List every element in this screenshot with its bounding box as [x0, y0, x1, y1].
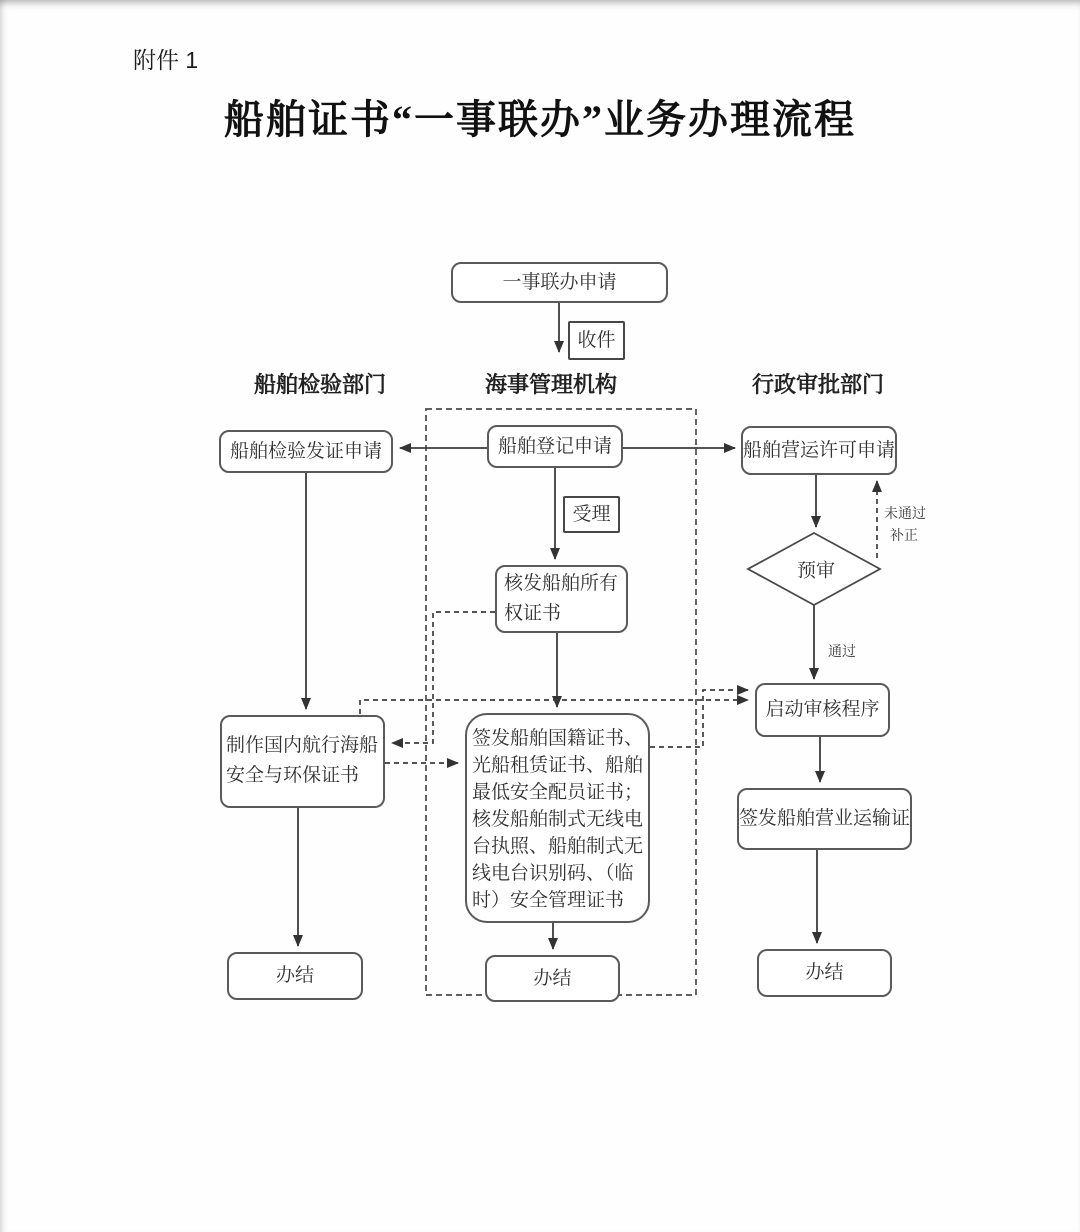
node-operate-apply: 船舶营运许可申请: [741, 426, 897, 475]
lane-header-approval: 行政审批部门: [751, 372, 885, 397]
node-receive-tag: 收件: [568, 321, 625, 360]
node-done-maritime: 办结: [485, 955, 620, 1002]
edge-label-correct: 补正: [890, 529, 918, 544]
lane-header-maritime: 海事管理机构: [484, 372, 618, 397]
node-done-approval: 办结: [757, 949, 892, 997]
node-inspect-apply: 船舶检验发证申请: [219, 430, 393, 473]
edge-label-fail: 未通过: [884, 507, 926, 522]
node-done-inspection: 办结: [227, 952, 363, 1000]
node-start-review: 启动审核程序: [755, 683, 890, 737]
node-ownership-cert: 核发船舶所有权证书: [495, 565, 628, 633]
node-transport-cert: 签发船舶营业运输证: [737, 788, 912, 850]
page-title: 船舶证书“一事联办”业务办理流程: [224, 97, 856, 142]
node-make-safety-cert: 制作国内航行海船安全与环保证书: [220, 715, 385, 808]
node-apply: 一事联办申请: [451, 262, 668, 303]
edge-label-pass: 通过: [828, 645, 856, 660]
edge-make-to-start: [360, 700, 748, 714]
lane-header-inspection: 船舶检验部门: [253, 372, 387, 397]
node-pre-review-label: 预审: [796, 560, 836, 582]
node-register-apply: 船舶登记申请: [487, 425, 623, 468]
edge-issue-to-start: [650, 690, 748, 747]
attachment-label: 附件 1: [133, 47, 199, 73]
node-issue-certs: 签发船舶国籍证书、光船租赁证书、船舶最低安全配员证书；核发船舶制式无线电台执照、船舶制式无线电台识别码、（临时）安全管理证书: [465, 713, 650, 923]
node-accept-tag: 受理: [563, 496, 620, 533]
